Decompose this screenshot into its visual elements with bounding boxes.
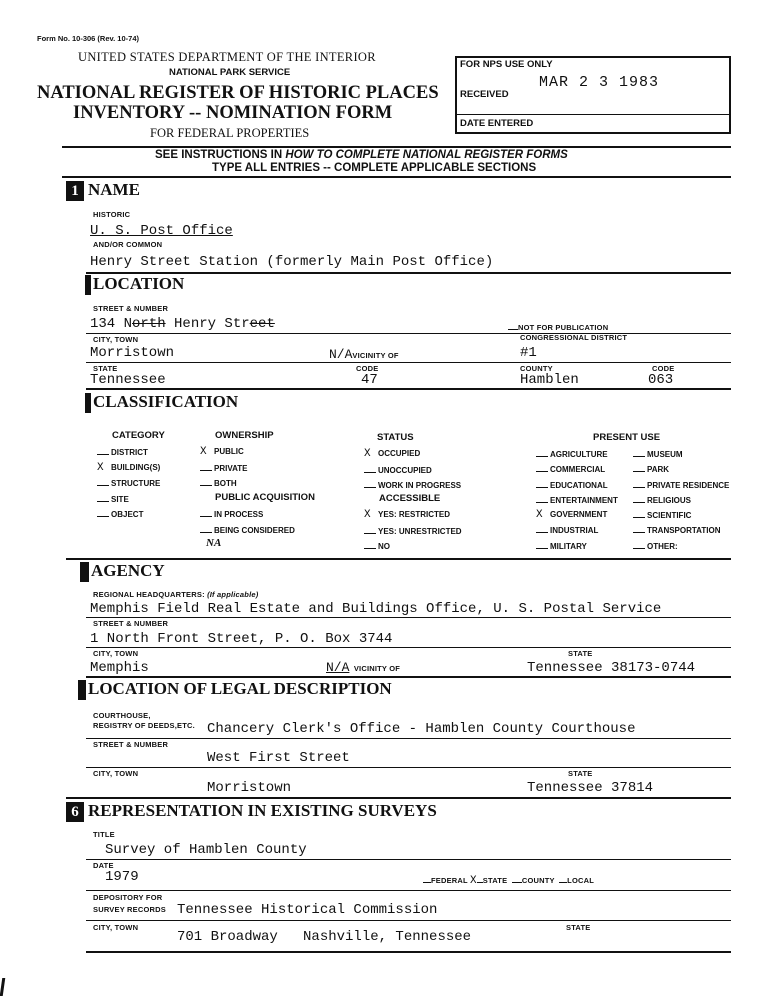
street-value: 134 North Henry Street	[90, 316, 275, 332]
option-no: NO	[364, 540, 462, 556]
historic-value: U. S. Post Office	[90, 223, 233, 239]
section-title: LOCATION OF LEGAL DESCRIPTION	[88, 679, 392, 698]
option-site: SITE	[97, 493, 160, 509]
nps-box-title: FOR NPS USE ONLY	[460, 59, 553, 70]
state-value: Tennessee	[90, 372, 166, 388]
common-value: Henry Street Station (formerly Main Post Office)	[90, 254, 494, 270]
depository-value: Tennessee Historical Commission	[177, 902, 438, 918]
date-label: DATE	[93, 861, 114, 870]
option-scientific: SCIENTIFIC	[633, 509, 729, 524]
option-museum: MUSEUM	[633, 448, 729, 463]
state-value: Tennessee 38173-0744	[527, 660, 696, 676]
category-list	[97, 446, 160, 524]
divider	[62, 176, 731, 178]
section-marker	[80, 562, 89, 582]
city-label: CITY, TOWN	[93, 769, 139, 778]
status-header: STATUS	[377, 432, 414, 443]
city-label: CITY, TOWN	[93, 923, 139, 932]
option-commercial: COMMERCIAL	[536, 463, 618, 478]
acquisition-note: NA	[206, 537, 222, 549]
county-code-value: 063	[648, 372, 674, 388]
street-label: STREET & NUMBER	[93, 619, 169, 628]
section-4-header	[80, 561, 165, 582]
option-object: OBJECT	[97, 508, 160, 524]
registry-value: Chancery Clerk's Office - Hamblen County Courthouse	[207, 721, 636, 737]
divider	[66, 797, 731, 799]
option-both: BOTH	[200, 477, 247, 493]
date-entered-label: DATE ENTERED	[460, 118, 534, 129]
divider	[86, 388, 731, 390]
option-other: OTHER:	[633, 540, 729, 555]
street-value: West First Street	[207, 750, 350, 766]
code-value: 47	[361, 372, 378, 388]
code-label: CODE	[356, 364, 379, 373]
state-label: STATE	[568, 769, 593, 778]
section-marker	[85, 275, 91, 295]
city-value: 701 Broadway Nashville, Tennessee	[177, 929, 472, 945]
divider	[62, 146, 731, 148]
nps-use-box	[455, 56, 731, 134]
acquisition-list	[200, 508, 295, 539]
city-value: Morristown	[90, 345, 175, 361]
scan-mark	[0, 978, 5, 996]
city-label: CITY, TOWN	[93, 649, 139, 658]
section-1-header	[66, 180, 140, 201]
divider	[66, 558, 731, 560]
county-label: COUNTY	[520, 364, 553, 373]
hq-label: REGIONAL HEADQUARTERS: (If applicable)	[93, 590, 259, 599]
registry-label: REGISTRY OF DEEDS,ETC.	[93, 721, 195, 730]
section-title: NAME	[88, 180, 140, 199]
form-title-line2: INVENTORY -- NOMINATION FORM	[73, 103, 393, 123]
survey-level-options: FEDERAL X STATE COUNTY LOCAL	[423, 874, 594, 887]
ownership-list	[200, 446, 247, 493]
form-subtitle: FOR FEDERAL PROPERTIES	[150, 126, 310, 140]
form-number: Form No. 10-306 (Rev. 10-74)	[37, 34, 139, 43]
present-use-col2	[633, 448, 729, 555]
city-value: Morristown	[207, 780, 292, 796]
historic-label: HISTORIC	[93, 210, 131, 219]
divider	[86, 951, 731, 953]
section-number: 6	[66, 802, 84, 822]
ownership-header: OWNERSHIP	[215, 430, 274, 441]
option-park: PARK	[633, 463, 729, 478]
depository-label-2: SURVEY RECORDS	[93, 905, 166, 914]
option-structure: STRUCTURE	[97, 477, 160, 493]
city-value: Memphis	[90, 660, 149, 676]
section-3-header	[85, 392, 238, 413]
option-private-residence: PRIVATE RESIDENCE	[633, 479, 729, 494]
option-government: X GOVERNMENT	[536, 509, 608, 522]
city-label: CITY, TOWN	[93, 335, 139, 344]
option-entertainment: ENTERTAINMENT	[536, 494, 618, 509]
option-occupied: X OCCUPIED	[364, 448, 421, 460]
state-label: STATE	[568, 649, 593, 658]
option-transportation: TRANSPORTATION	[633, 524, 729, 539]
section-title: LOCATION	[93, 274, 185, 293]
section-title: AGENCY	[91, 561, 165, 580]
section-title: CLASSIFICATION	[93, 392, 239, 411]
option-private: PRIVATE	[200, 462, 247, 478]
district-label: CONGRESSIONAL DISTRICT	[520, 333, 628, 342]
option-religious: RELIGIOUS	[633, 494, 729, 509]
section-number: 1	[66, 181, 84, 201]
state-label: STATE	[93, 364, 118, 373]
county-code-label: CODE	[652, 364, 675, 373]
vicinity: N/AVICINITY OF	[329, 347, 399, 362]
section-5-header	[78, 679, 392, 700]
street-label: STREET & NUMBER	[93, 304, 169, 313]
option-being-considered: BEING CONSIDERED	[200, 524, 295, 540]
survey-title-label: TITLE	[93, 830, 115, 839]
street-value: 1 North Front Street, P. O. Box 3744	[90, 631, 393, 647]
survey-title-value: Survey of Hamblen County	[105, 842, 307, 858]
option-public: X PUBLIC	[200, 446, 244, 458]
county-value: Hamblen	[520, 372, 579, 388]
option-unoccupied: UNOCCUPIED	[364, 464, 461, 480]
form-title-line1: NATIONAL REGISTER OF HISTORIC PLACES	[37, 83, 439, 103]
option-in-process: IN PROCESS	[200, 508, 295, 524]
present-use-header: PRESENT USE	[593, 432, 661, 443]
section-marker	[85, 393, 91, 413]
state-value: Tennessee 37814	[527, 780, 654, 796]
accessible-list	[364, 509, 462, 556]
district-value: #1	[520, 345, 537, 361]
hq-value: Memphis Field Real Estate and Buildings Office, U. S. Postal Service	[90, 601, 662, 617]
option-educational: EDUCATIONAL	[536, 479, 618, 494]
courthouse-label: COURTHOUSE,	[93, 711, 151, 720]
option-district: DISTRICT	[97, 446, 160, 462]
received-stamp: MAR 2 3 1983	[539, 74, 660, 91]
common-label: AND/OR COMMON	[93, 240, 163, 249]
street-label: STREET & NUMBER	[93, 740, 169, 749]
option-military: MILITARY	[536, 540, 618, 555]
department-name: UNITED STATES DEPARTMENT OF THE INTERIOR	[78, 50, 376, 64]
accessible-header: ACCESSIBLE	[379, 493, 441, 504]
instructions-line1: SEE INSTRUCTIONS IN HOW TO COMPLETE NATIONAL REGISTER FORMS	[155, 149, 568, 161]
vicinity: N/A VICINITY OF	[326, 660, 401, 675]
state-label: STATE	[566, 923, 591, 932]
option-yes-restricted: X YES: RESTRICTED	[364, 509, 451, 521]
instructions-line2: TYPE ALL ENTRIES -- COMPLETE APPLICABLE SECTIONS	[212, 162, 537, 174]
received-label: RECEIVED	[460, 89, 509, 100]
not-for-publication: NOT FOR PUBLICATION	[508, 321, 608, 332]
service-name: NATIONAL PARK SERVICE	[169, 67, 291, 78]
present-use-col1	[536, 448, 618, 555]
acquisition-header: PUBLIC ACQUISITION	[215, 492, 315, 503]
option-yes-unrestricted: YES: UNRESTRICTED	[364, 525, 462, 541]
divider	[86, 676, 731, 678]
section-6-header	[66, 801, 437, 822]
section-marker	[78, 680, 86, 700]
option-industrial: INDUSTRIAL	[536, 524, 618, 539]
section-2-header	[85, 274, 184, 295]
option-agriculture: AGRICULTURE	[536, 448, 618, 463]
category-header: CATEGORY	[112, 430, 165, 441]
date-value: 1979	[105, 869, 139, 885]
section-title: REPRESENTATION IN EXISTING SURVEYS	[88, 801, 437, 820]
option-buildings: X BUILDING(S)	[97, 461, 161, 474]
option-work-in-progress: WORK IN PROGRESS	[364, 479, 461, 495]
status-list	[364, 448, 461, 495]
depository-label-1: DEPOSITORY FOR	[93, 893, 163, 902]
